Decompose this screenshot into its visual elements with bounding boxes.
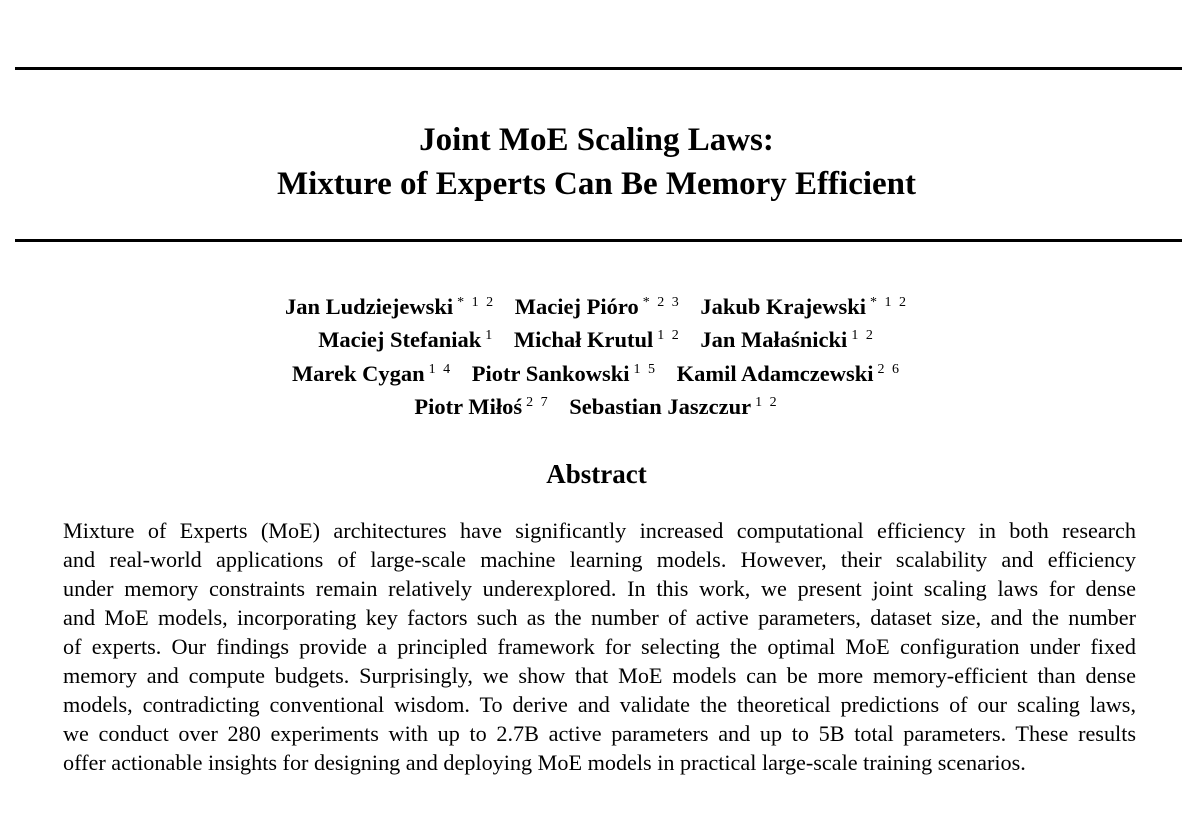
author-name: Maciej Stefaniak xyxy=(318,327,482,353)
author-name: Michał Krutul xyxy=(513,327,654,353)
author-name: Jan Ludziejewski xyxy=(285,294,454,319)
abstract-line: offer actionable insights for designing and deploying MoE models in practical large-scale training scenarios. xyxy=(63,750,1026,775)
author xyxy=(472,355,657,388)
author xyxy=(292,355,452,388)
author-affiliations: 1 xyxy=(485,328,495,344)
author xyxy=(285,288,495,321)
author-list xyxy=(0,288,1193,421)
abstract-line: Mixture of Experts (MoE) architectures have significantly increased computational efficiency in both research xyxy=(63,518,1136,543)
author xyxy=(700,288,908,321)
author-affiliations: 1 2 xyxy=(755,394,779,410)
author-name: Kamil Adamczewski xyxy=(676,360,874,386)
abstract-line: and MoE models, incorporating key factors such as the number of active parameters, dataset size, and the number xyxy=(63,605,1136,630)
author-row xyxy=(0,321,1193,354)
author-name: Maciej Pióro xyxy=(514,294,639,319)
paper-title-line-2: Mixture of Experts Can Be Memory Efficient xyxy=(276,166,917,202)
abstract-line: and real-world applications of large-scale machine learning models. However, their scalability and efficiency xyxy=(63,547,1136,572)
abstract-heading: Abstract xyxy=(546,459,647,489)
abstract-line: memory and compute budgets. Surprisingly, we show that MoE models can be more memory-efficient than dense xyxy=(63,663,1136,688)
author-name: Jakub Krajewski xyxy=(700,294,866,319)
author xyxy=(700,321,874,354)
abstract-line: under memory constraints remain relatively underexplored. In this work, we present joint scaling laws for dense xyxy=(63,576,1136,601)
top-rule xyxy=(15,67,1182,70)
abstract-line: of experts. Our findings provide a principled framework for selecting the optimal MoE configuration under fixed xyxy=(63,634,1136,659)
author-affiliations: 1 4 xyxy=(428,361,453,377)
paper-title-line-1: Joint MoE Scaling Laws: xyxy=(419,122,774,158)
author-affiliations: * 1 2 xyxy=(869,295,908,310)
abstract-line: models, contradicting conventional wisdom. To derive and validate the theoretical predictions of our scaling laws, xyxy=(63,692,1136,717)
abstract-line: we conduct over 280 experiments with up to 2.7B active parameters and up to 5B total parameters. These results xyxy=(63,721,1136,746)
author-affiliations: 1 5 xyxy=(633,361,658,377)
author-name: Piotr Sankowski xyxy=(471,360,630,386)
bottom-rule xyxy=(15,239,1182,242)
author-name: Sebastian Jaszczur xyxy=(569,393,752,419)
author-affiliations: 2 7 xyxy=(526,394,550,410)
author xyxy=(569,388,778,421)
author-affiliations: 1 2 xyxy=(851,328,875,344)
author-affiliations: * 2 3 xyxy=(642,295,681,310)
author-affiliations: 1 2 xyxy=(657,328,681,344)
author xyxy=(414,388,549,421)
author-row xyxy=(0,288,1193,321)
author-row xyxy=(0,388,1193,421)
author xyxy=(318,321,494,354)
author-name: Piotr Miłoś xyxy=(414,393,523,419)
author-name: Jan Małaśnicki xyxy=(700,327,848,353)
author-name: Marek Cygan xyxy=(291,360,425,386)
author xyxy=(515,288,681,321)
abstract-body xyxy=(63,516,1136,777)
author xyxy=(514,321,681,354)
author-row xyxy=(0,355,1193,388)
author-affiliations: * 1 2 xyxy=(457,295,496,310)
author xyxy=(677,355,901,388)
author-affiliations: 2 6 xyxy=(877,361,902,377)
